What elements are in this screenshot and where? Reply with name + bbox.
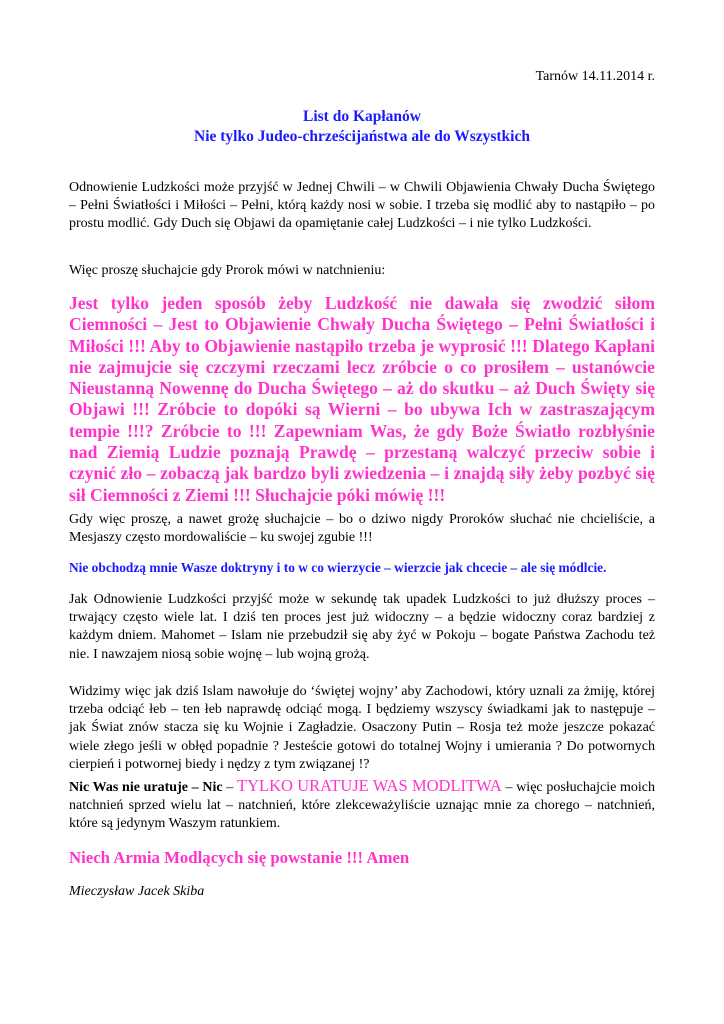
- letter-date: Tarnów 14.11.2014 r.: [535, 69, 655, 84]
- nic-bold-text: Nic Was nie uratuje – Nic: [69, 780, 223, 795]
- paragraph-prayer: [69, 777, 655, 834]
- paragraph-decline: Jak Odnowienie Ludzkości przyjść może w sekundę tak upadek Ludzkości to już dłuższy proces – trwający często wiele lat. I dziś ten proces jest już widoczny – a będzie widoczny coraz bardziej z każdym dniem. Mahomet – Islam nie przebudził się aby żyć w Pokoju – bogate Państwa Zachodu też nie. I nawzajem niosą sobie wojnę – lub wojną grożą.: [69, 592, 655, 662]
- paragraph-listen: Więc proszę słuchajcie gdy Prorok mówi w natchnieniu:: [69, 263, 386, 278]
- letter-title: [69, 107, 655, 147]
- nic-rest-text: – więc posłuchajcie moich natchnień sprzed wielu lat – natchnień, które zlekceważyliście uznając mnie za chorego – natchnień, które są jedynym Waszym ratunkiem.: [69, 780, 655, 832]
- signature: Mieczysław Jacek Skiba: [69, 884, 205, 899]
- doctrines-statement: Nie obchodzą mnie Wasze doktryny i to w co wierzycie – wierzcie jak chcecie – ale się módlcie.: [69, 560, 607, 575]
- prayer-highlight: TYLKO URATUJE WAS MODLITWA: [237, 776, 502, 795]
- closing-call: Niech Armia Modlących się powstanie !!! Amen: [69, 848, 410, 867]
- nic-dash: –: [222, 780, 238, 795]
- prophecy-paragraph: Jest tylko jeden sposób żeby Ludzkość nie dawała się zwodzić siłom Ciemności – Jest to Objawienie Chwały Ducha Świętego – Pełni Światłości i Miłości !!! Aby to Objawienie nastąpiło trzeba je wyprosić !!! Dlatego Kapłani nie zajmujcie się czczymi rzeczami lecz zróbcie o co prosiłem – ustanówcie Nieustanną Nowennę do Ducha Świętego – aż do skutku – aż Duch Święty się Objawi !!! Zróbcie to dopóki są Wierni – bo ubywa Ich w zastraszającym tempie !!!? Zróbcie to !!! Zapewniam Was, że gdy Boże Światło rozbłyśnie nad Ziemią Ludzie poznają Prawdę – przestaną walczyć przeciw sobie i czynić zło – zobaczą jak bardzo byli zwiedzenia – i znajdą siły żeby pozbyć się sił Ciemności z Ziemi !!! Słuchajcie póki mówię !!!: [69, 293, 655, 505]
- paragraph-intro: Odnowienie Ludzkości może przyjść w Jednej Chwili – w Chwili Objawienia Chwały Ducha Świętego – Pełni Światłości i Miłości – Pełni, którą każdy nosi w sobie. I trzeba się modlić aby to nastąpiło – po prostu modlić. Gdy Duch się Objawi da opamiętanie całej Ludzkości – i nie tylko Ludzkości.: [69, 180, 655, 232]
- title-line-2: Nie tylko Judeo-chrześcijaństwa ale do Wszystkich: [194, 128, 530, 145]
- title-line-1: List do Kapłanów: [302, 108, 421, 125]
- paragraph-war: Widzimy więc jak dziś Islam nawołuje do ‘świętej wojny’ aby Zachodowi, który uznali za żmiję, której trzeba odciąć łeb – ten łeb naprawdę odciąć mogą. I będziemy wszyscy świadkami jak to następuje – jak Świat znów stacza się ku Wojnie i Zagładzie. Osaczony Putin – Rosja też może jeszcze pokazać wiele złego jeśli w obłęd popadnie ? Jesteście gotowi do totalnej Wojny i umierania ? Do potwornych cierpień i potwornej biedy i nędzy z tym związanej !?: [69, 684, 655, 772]
- paragraph-warning: Gdy więc proszę, a nawet grożę słuchajcie – bo o dziwo nigdy Proroków słuchać nie chcieliście, a Mesjaszy często mordowaliście – ku swojej zgubie !!!: [69, 512, 655, 546]
